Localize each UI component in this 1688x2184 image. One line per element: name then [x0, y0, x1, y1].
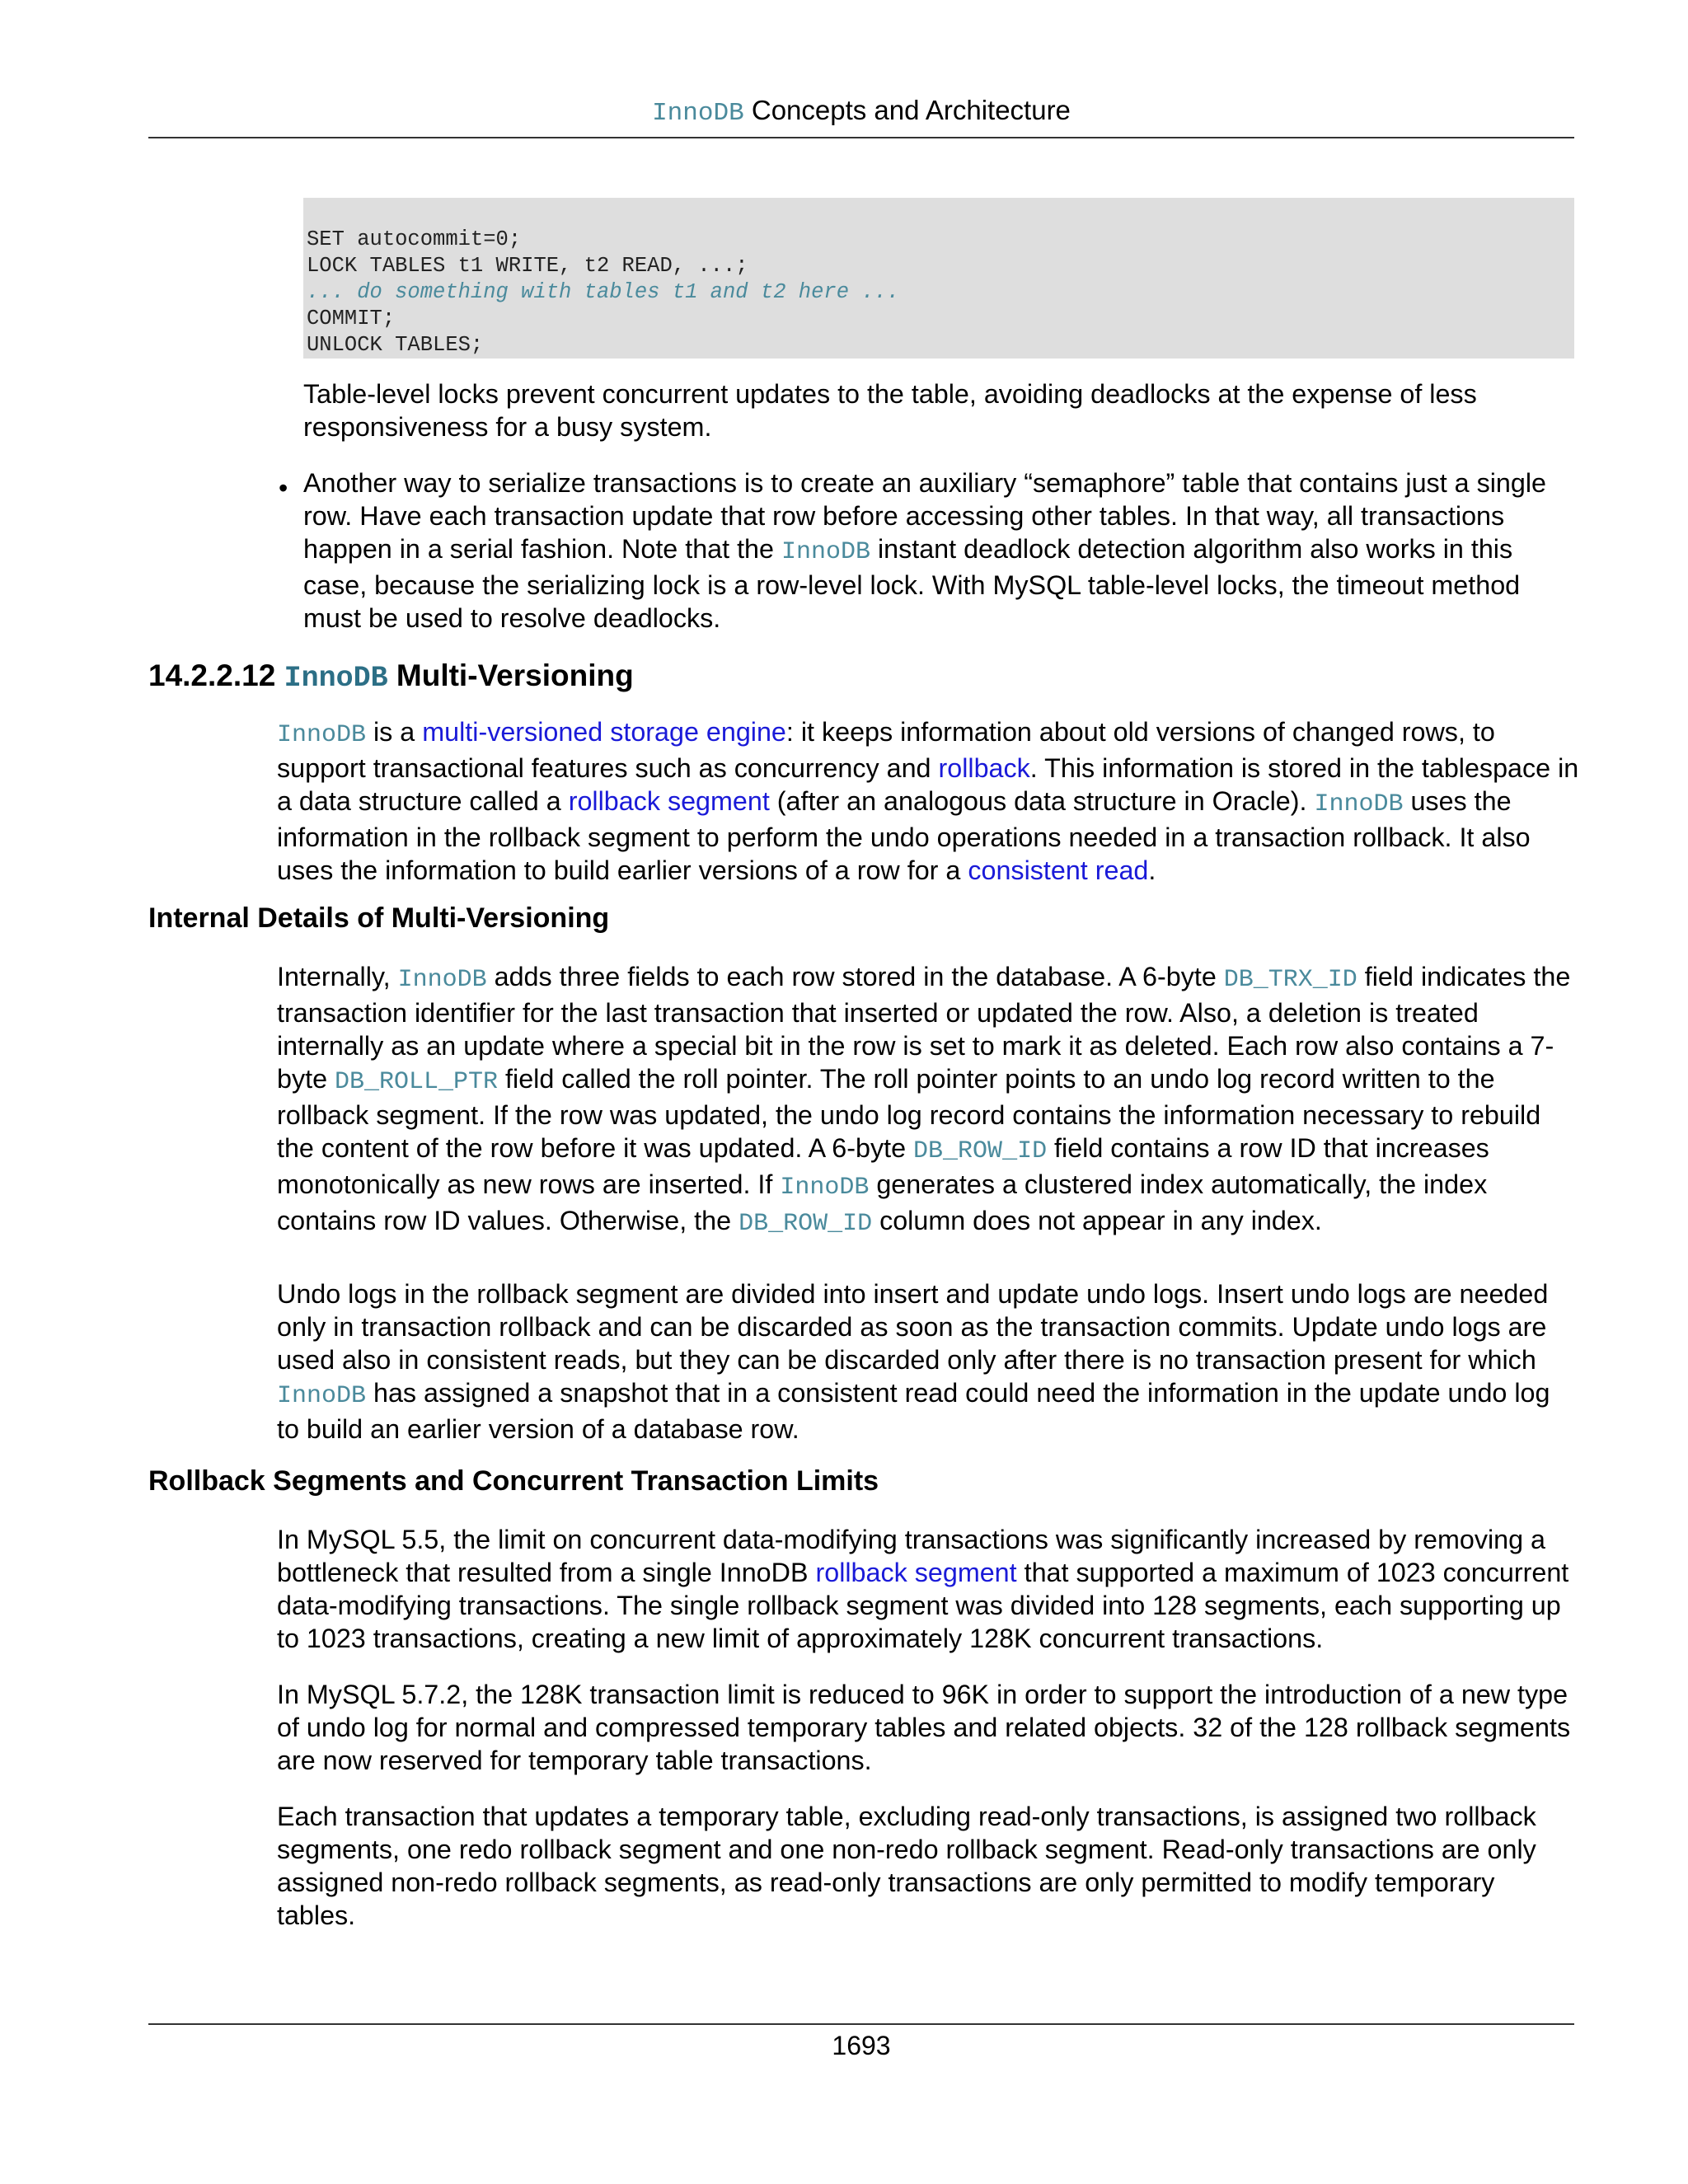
running-header [148, 92, 1574, 132]
mono-innodb: InnoDB [277, 1382, 367, 1410]
mono-innodb: InnoDB [277, 721, 367, 749]
text-run: field called the roll pointer. The roll pointer points to an undo log record written to the rollback segment. If the row was updated, the undo log record contains the information necessary to rebuild the content of the row before it was updated. A 6-byte [277, 1064, 1541, 1163]
header-title: Concepts and Architecture [743, 95, 1071, 125]
header-mono-term: InnoDB [652, 99, 744, 128]
text-run: is a [366, 717, 423, 747]
text-run: . [1148, 855, 1156, 885]
code-line: COMMIT; [307, 307, 396, 330]
text-run: instant deadlock detection algorithm also works in this case, because the serializing lock is a row-level lock. With MySQL table-level locks, the timeout method must be used to resolve deadlocks. [303, 534, 1521, 633]
mono-innodb: InnoDB [781, 538, 870, 566]
link-rollback[interactable]: rollback [938, 753, 1030, 783]
paragraph-table-locks: Table-level locks prevent concurrent updates to the table, avoiding deadlocks at the expense of less responsiveness for a busy system. [303, 379, 1477, 442]
paragraph-undo-logs [277, 1277, 1579, 1446]
mono-innodb: InnoDB [780, 1174, 870, 1202]
page-number: 1693 [832, 2031, 891, 2060]
section-title: Multi-Versioning [387, 658, 634, 692]
link-multi-versioned-storage-engine[interactable]: multi-versioned storage engine [422, 717, 786, 747]
code-line: LOCK TABLES t1 WRITE, t2 READ, ...; [307, 254, 748, 278]
bullet-marker: • [279, 473, 288, 503]
text-run: (after an analogous data structure in Oracle). [769, 786, 1315, 816]
text-run: adds three fields to each row stored in the database. A 6-byte [486, 962, 1224, 991]
link-consistent-read[interactable]: consistent read [968, 855, 1149, 885]
code-line: SET autocommit=0; [307, 227, 522, 251]
text-run: column does not appear in any index. [872, 1206, 1322, 1235]
paragraph-internal-details [277, 960, 1579, 1240]
text-run: . This information is stored in the tablespace in a data structure called a [277, 753, 1579, 816]
subheading-internal-details: Internal Details of Multi-Versioning [148, 902, 610, 934]
mono-db-row-id: DB_ROW_ID [738, 1210, 873, 1238]
mono-db-row-id: DB_ROW_ID [913, 1137, 1048, 1165]
text-run: field indicates the transaction identifier for the last transaction that inserted or updated the row. Also, a deletion is treated internally as an update where a special bit in the row is set to mark it as deleted. Each row also contains a 7-byte [277, 962, 1571, 1094]
section-mono-term: InnoDB [284, 662, 388, 695]
paragraph-temporary-tables: Each transaction that updates a temporary table, excluding read-only transactions, is assigned two rollback segments, one redo rollback segment and one non-redo rollback segment. Read-only transactions are only assigned non-redo rollback segments, as read-only transactions are only permitted to modify temporary tables. [277, 1802, 1536, 1930]
text-run: has assigned a snapshot that in a consistent read could need the information in the update undo log to build an earlier version of a database row. [277, 1378, 1550, 1444]
text-run: : it keeps information about old versions of changed rows, to support transactional features such as concurrency and [277, 717, 1495, 783]
link-rollback-segment[interactable]: rollback segment [815, 1558, 1017, 1587]
section-number: 14.2.2.12 [148, 658, 284, 692]
text-run: Another way to serialize transactions is to create an auxiliary “semaphore” table that contains just a single row. Have each transaction update that row before accessing other tables. In that way, all transactions happen in a serial fashion. Note that the [303, 468, 1546, 564]
subheading-rollback-segments: Rollback Segments and Concurrent Transaction Limits [148, 1465, 879, 1497]
mono-db-roll-ptr: DB_ROLL_PTR [335, 1068, 499, 1096]
header-rule [148, 137, 1574, 138]
code-block [303, 198, 1574, 359]
text-run: In MySQL 5.5, the limit on concurrent data-modifying transactions was significantly increased by removing a bottleneck that resulted from a single InnoDB [277, 1525, 1546, 1587]
text-run: Internally, [277, 962, 398, 991]
link-rollback-segment[interactable]: rollback segment [568, 786, 770, 816]
mono-innodb: InnoDB [397, 966, 487, 994]
footer-rule [148, 2023, 1574, 2025]
text-run: generates a clustered index automatically, the index contains row ID values. Otherwise, the [277, 1169, 1488, 1235]
section-heading [148, 658, 634, 696]
mono-innodb: InnoDB [1314, 790, 1404, 818]
code-line: UNLOCK TABLES; [307, 333, 484, 357]
paragraph-mysql-55 [277, 1523, 1579, 1655]
mono-db-trx-id: DB_TRX_ID [1223, 966, 1357, 994]
paragraph-mysql-572: In MySQL 5.7.2, the 128K transaction limit is reduced to 96K in order to support the introduction of a new type of undo log for normal and compressed temporary tables and related objects. 32 of the 128 rollback segments are now reserved for temporary table transactions. [277, 1680, 1571, 1775]
paragraph-intro [277, 715, 1579, 887]
code-comment-line: ... do something with tables t1 and t2 here ... [307, 280, 900, 304]
text-run: that supported a maximum of 1023 concurrent data-modifying transactions. The single rollback segment was divided into 128 segments, each supporting up to 1023 transactions, creating a new limit of approximately 128K concurrent transactions. [277, 1558, 1569, 1653]
text-run: uses the information in the rollback segment to perform the undo operations needed in a transaction rollback. It also uses the information to build earlier versions of a row for a [277, 786, 1531, 885]
text-run: field contains a row ID that increases monotonically as new rows are inserted. If [277, 1133, 1489, 1199]
bullet-paragraph [303, 466, 1574, 635]
text-run: Undo logs in the rollback segment are divided into insert and update undo logs. Insert undo logs are needed only in transaction rollback and can be discarded as soon as the transaction commits. Update undo logs are used also in consistent reads, but they can be discarded only after there is no transaction present for which [277, 1279, 1549, 1375]
